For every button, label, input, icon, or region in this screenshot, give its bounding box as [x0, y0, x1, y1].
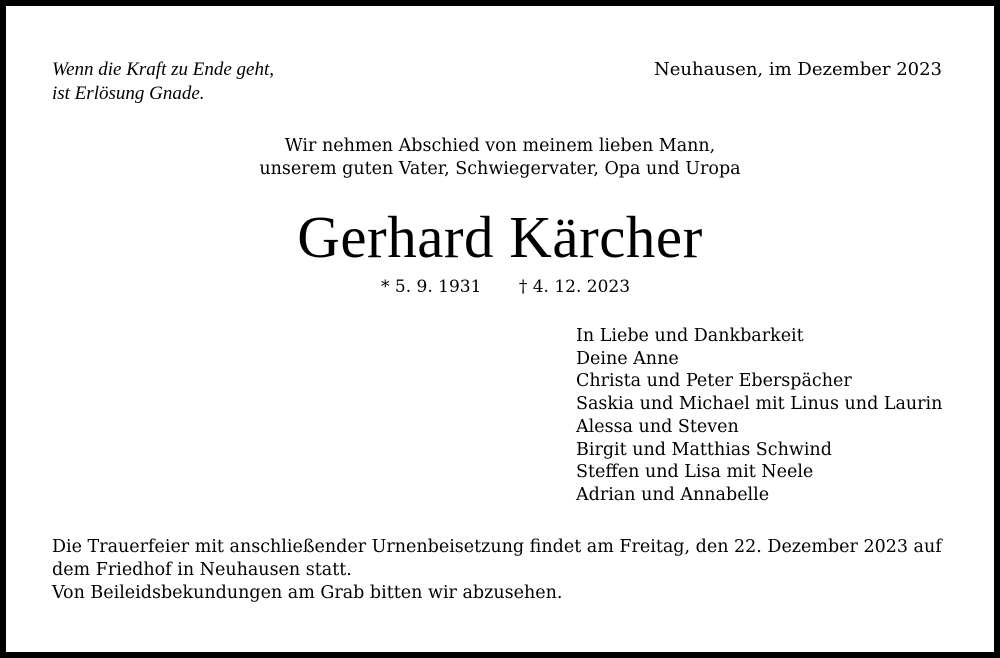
- farewell-intro: [6, 135, 994, 181]
- mourner-line: Saskia und Michael mit Linus und Laurin: [576, 394, 943, 415]
- motto-line-2: ist Erlösung Gnade.: [52, 83, 205, 104]
- death-date: † 4. 12. 2023: [518, 277, 631, 297]
- intro-line-2: unserem guten Vater, Schwiegervater, Opa und Uropa: [259, 159, 741, 179]
- footer-line-3: Von Beileidsbekundungen am Grab bitten wir abzusehen.: [52, 583, 563, 603]
- mourner-line: In Liebe und Dankbarkeit: [576, 326, 804, 346]
- deceased-name: Gerhard Kärcher: [297, 204, 703, 270]
- intro-line-1: Wir nehmen Abschied von meinem lieben Mann,: [284, 136, 716, 156]
- mourners-list: [576, 325, 942, 507]
- mourner-line: Deine Anne: [576, 348, 679, 369]
- mourner-line: Alessa und Steven: [576, 416, 739, 437]
- footer-line-1: Die Trauerfeier mit anschließender Urnenbeisetzung findet am Freitag, den 22. Dezember 2023 auf: [52, 537, 942, 557]
- motto-line-1: Wenn die Kraft zu Ende geht,: [52, 59, 274, 80]
- mourner-line: Adrian und Annabelle: [576, 484, 770, 505]
- place-and-date: Neuhausen, im Dezember 2023: [654, 59, 942, 80]
- funeral-information: [52, 536, 957, 605]
- footer-line-2: dem Friedhof in Neuhausen statt.: [52, 560, 352, 580]
- birth-date: * 5. 9. 1931: [381, 277, 482, 297]
- motto-quote: [52, 58, 274, 106]
- life-dates: [381, 276, 630, 298]
- mourner-line: Steffen und Lisa mit Neele: [576, 462, 814, 483]
- mourner-line: Birgit und Matthias Schwind: [576, 439, 832, 460]
- mourner-line: Christa und Peter Eberspächer: [576, 371, 852, 392]
